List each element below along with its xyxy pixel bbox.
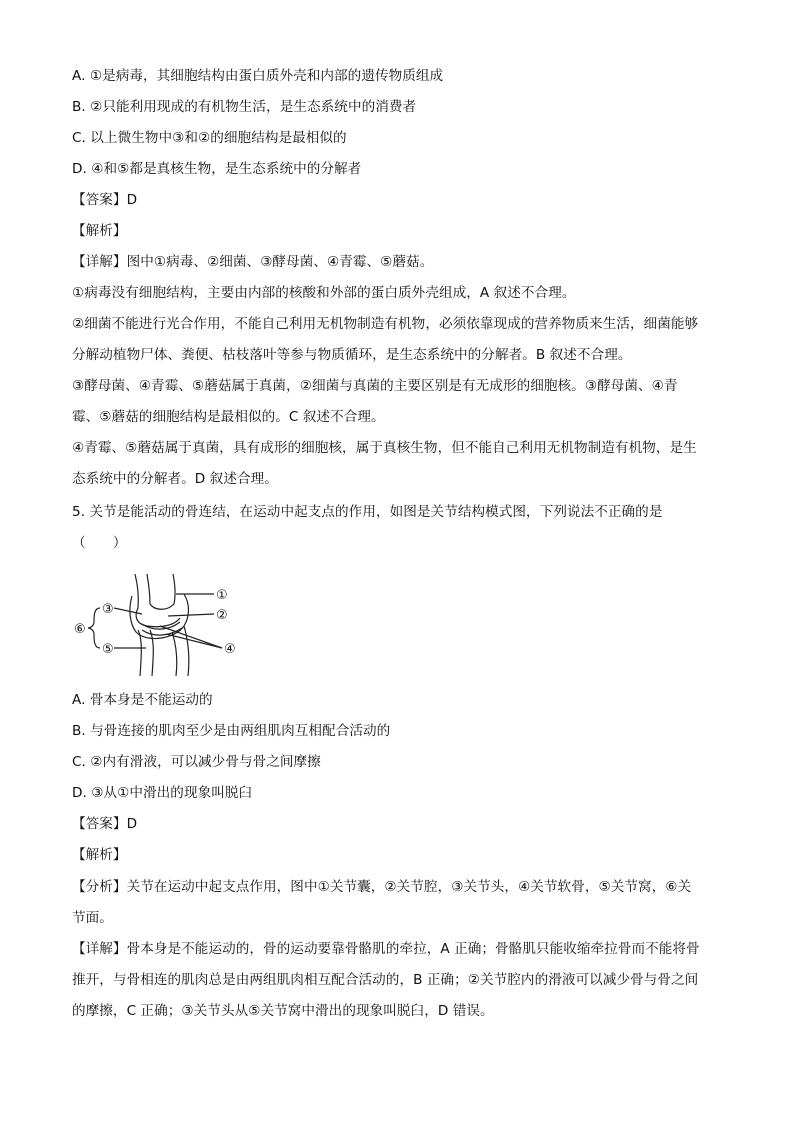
diagram-label-3: ③ <box>102 602 114 617</box>
q4-answer-value: D <box>126 192 138 208</box>
leader-line-4a <box>160 626 222 648</box>
joint-structure-diagram <box>72 566 252 681</box>
q4-detail-line-1: ①病毒没有细胞结构，主要由内部的核酸和外部的蛋白质外壳组成，A 叙述不合理。 <box>72 285 576 301</box>
q5-detail-tag: 【详解】 <box>72 941 127 957</box>
q5-fenxi-line-1 <box>72 878 691 896</box>
q5-fenxi-text: 关节在运动中起支点作用，图中①关节囊，②关节腔，③关节头，④关节软骨，⑤关节窝，⑥关 <box>126 879 692 895</box>
q5-option-b: B. 与骨连接的肌肉至少是由两组肌肉互相配合活动的 <box>72 723 391 739</box>
q4-answer-tag: 【答案】 <box>72 192 127 208</box>
q5-stem-line-1: 5. 关节是能活动的骨连结，在运动中起支点的作用，如图是关节结构模式图，下列说法不正确的是 <box>72 504 663 520</box>
q4-option-a: A. ①是病毒，其细胞结构由蛋白质外壳和内部的遗传物质组成 <box>72 68 444 84</box>
q5-answer <box>72 815 137 833</box>
q4-option-c: C. 以上微生物中③和②的细胞结构是最相似的 <box>72 130 347 146</box>
q4-option-d: D. ④和⑤都是真核生物，是生态系统中的分解者 <box>72 161 362 177</box>
lower-bone-inner-left <box>150 630 153 676</box>
q5-option-c: C. ②内有滑液，可以减少骨与骨之间摩擦 <box>72 754 321 770</box>
q5-answer-value: D <box>126 816 138 832</box>
lower-bone-inner-right <box>172 632 177 676</box>
q5-option-a: A. 骨本身是不能运动的 <box>72 692 213 708</box>
diagram-label-4: ④ <box>224 642 236 657</box>
q4-option-b: B. ②只能利用现成的有机物生活，是生态系统中的消费者 <box>72 99 417 115</box>
leader-line-2 <box>168 614 214 616</box>
q4-detail-intro-text: 图中①病毒、②细菌、③酵母菌、④青霉、⑤蘑菇。 <box>126 254 434 270</box>
upper-bone-outline <box>135 574 180 627</box>
diagram-label-2: ② <box>216 608 228 623</box>
q4-answer <box>72 191 137 209</box>
joint-diagram-svg <box>72 566 252 681</box>
q5-detail-line-1 <box>72 940 700 958</box>
q4-detail-intro <box>72 253 433 271</box>
q5-stem-line-2: （ ） <box>72 535 127 551</box>
q4-detail-tag: 【详解】 <box>72 254 127 270</box>
upper-bone-inner <box>147 574 175 609</box>
q5-option-d: D. ③从①中滑出的现象叫脱臼 <box>72 785 253 801</box>
q5-analysis-tag: 【解析】 <box>72 847 127 863</box>
diagram-label-6: ⑥ <box>74 622 86 637</box>
q5-fenxi-line-2: 节面。 <box>72 910 113 926</box>
brace-6 <box>88 608 100 648</box>
q4-detail-line-5: 霉、⑤蘑菇的细胞结构是最相似的。C 叙述不合理。 <box>72 409 385 425</box>
q5-detail-line-2: 推开，与骨相连的肌肉总是由两组肌肉相互配合活动的，B 正确；②关节腔内的滑液可以减少骨与骨之间 <box>72 972 699 988</box>
q4-detail-line-4: ③酵母菌、④青霉、⑤蘑菇属于真菌，②细菌与真菌的主要区别是有无成形的细胞核。③酵母菌、④青 <box>72 378 678 394</box>
diagram-label-1: ① <box>216 588 228 603</box>
q5-detail-text-1: 骨本身是不能运动的，骨的运动要靠骨骼肌的牵拉，A 正确；骨骼肌只能收缩牵拉骨而不能将骨 <box>126 941 700 957</box>
q4-detail-line-7: 态系统中的分解者。D 叙述合理。 <box>72 471 278 487</box>
lower-bone-left-outline <box>138 630 141 676</box>
q4-detail-line-3: 分解动植物尸体、粪便、枯枝落叶等参与物质循环，是生态系统中的分解者。B 叙述不合理。 <box>72 347 632 363</box>
q4-detail-line-6: ④青霉、⑤蘑菇属于真菌，具有成形的细胞核，属于真核生物，但不能自己利用无机物制造有机物，是生 <box>72 440 697 456</box>
diagram-label-5: ⑤ <box>102 642 114 657</box>
lower-bone-right-outline <box>184 626 189 676</box>
q5-detail-line-3: 的摩擦，C 正确；③关节头从⑤关节窝中滑出的现象叫脱臼，D 错误。 <box>72 1003 494 1019</box>
q4-detail-line-2: ②细菌不能进行光合作用，不能自己利用无机物制造有机物，必须依靠现成的营养物质来生活，细菌能够 <box>72 316 699 332</box>
q4-analysis-tag: 【解析】 <box>72 223 127 239</box>
q5-fenxi-tag: 【分析】 <box>72 879 127 895</box>
q5-answer-tag: 【答案】 <box>72 816 127 832</box>
